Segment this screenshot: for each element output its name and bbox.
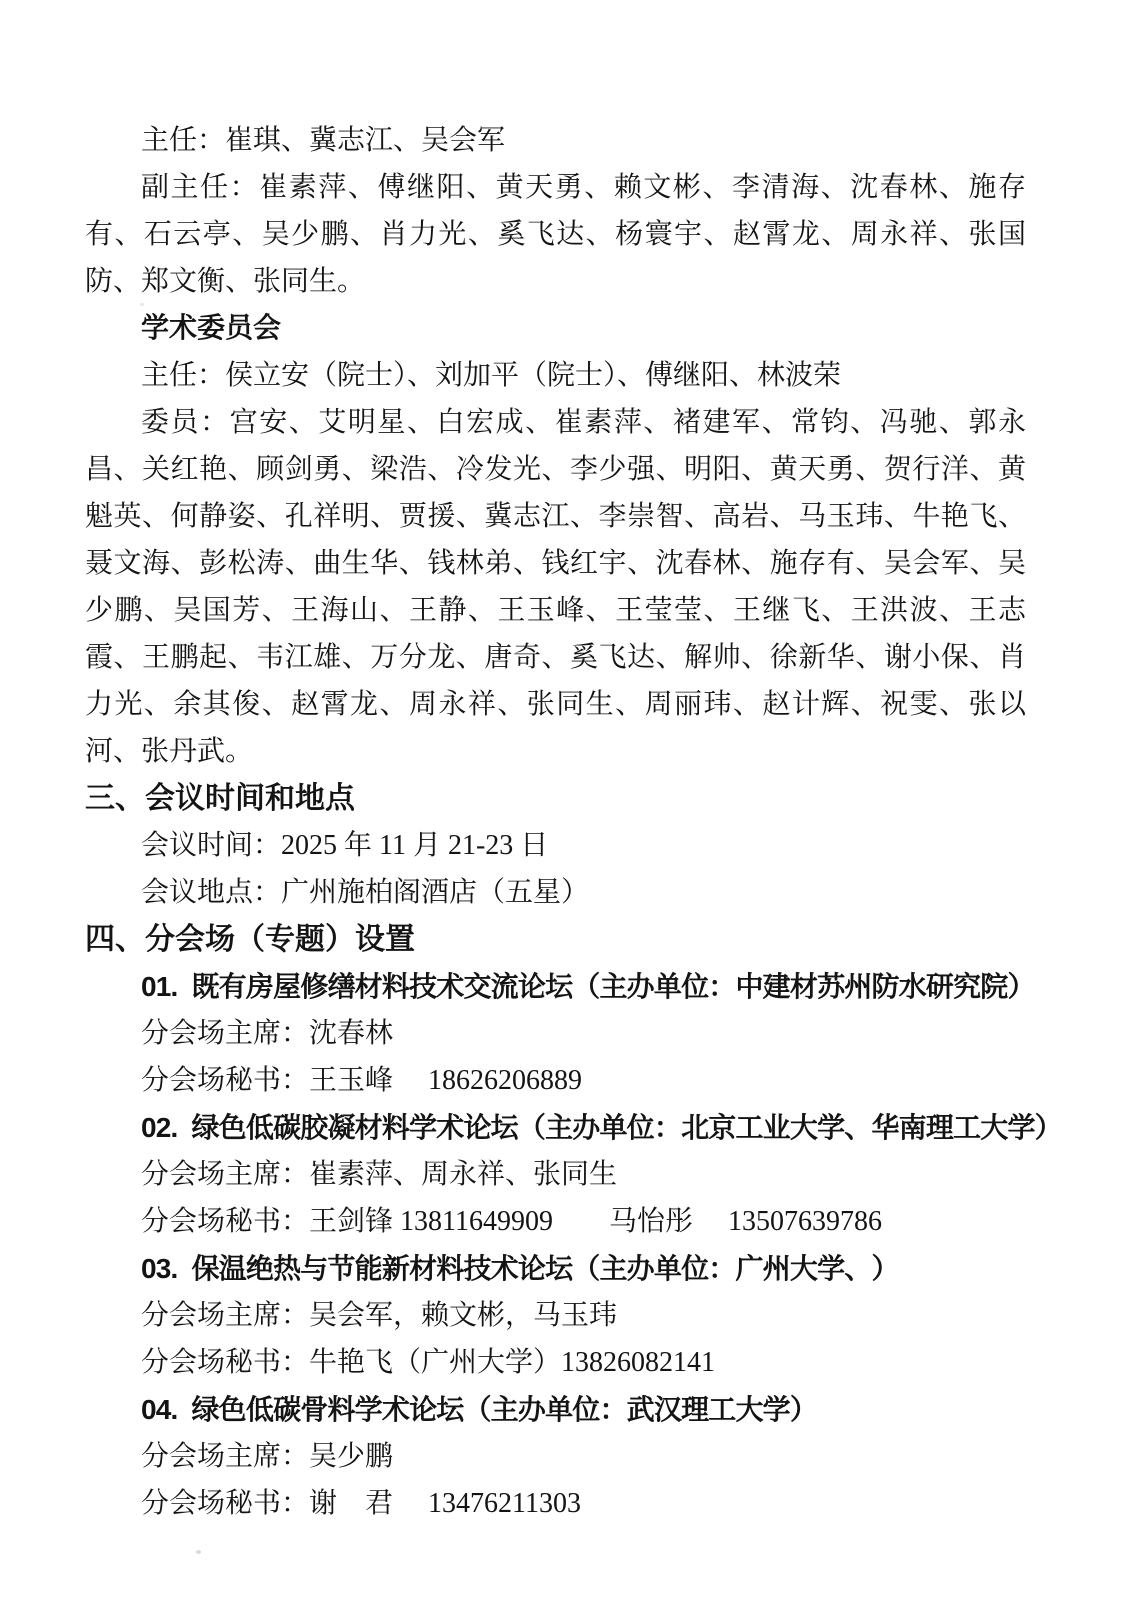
forum-04-chair-line: 分会场主席：吴少鹏 (141, 1441, 394, 1472)
forum-block-04 (85, 1386, 1026, 1527)
scan-speck (196, 1550, 201, 1554)
meeting-place-line: 会议地点：广州施柏阁酒店（五星） (141, 877, 590, 908)
forum-03-chair-line: 分会场主席：吴会军，赖文彬，马玉玮 (141, 1300, 618, 1331)
forum-01-title: 01. 既有房屋修缮材料技术交流论坛（主办单位：中建材苏州防水研究院） (141, 971, 1035, 1002)
academic-committee-members-paragraph: 委员：宫安、艾明星、白宏成、崔素萍、褚建军、常钧、冯驰、郭永昌、关红艳、顾剑勇、梁浩、冷发光、李少强、明阳、黄天勇、贺行洋、黄魁英、何静姿、孔祥明、贾援、冀志江、李崇智、高岩、马玉玮、牛艳飞、聂文海、彭松涛、曲生华、钱林弟、钱红宇、沈春林、施存有、吴会军、吴少鹏、吴国芳、王海山、王静、王玉峰、王莹莹、王继飞、王洪波、王志霞、王鹏起、韦江雄、万分龙、唐奇、奚飞达、解帅、徐新华、谢小保、肖力光、余其俊、赵霄龙、周永祥、张同生、周丽玮、赵计辉、祝雯、张以河、张丹武。 (85, 407, 1026, 767)
forum-02-chair-line: 分会场主席：崔素萍、周永祥、张同生 (141, 1159, 618, 1190)
forum-04-secretary-line: 分会场秘书：谢 君 13476211303 (141, 1488, 581, 1519)
org-committee-deputy-directors-paragraph: 副主任：崔素萍、傅继阳、黄天勇、赖文彬、李清海、沈春林、施存有、石云亭、吴少鹏、肖力光、奚飞达、杨寰宇、赵霄龙、周永祥、张国防、郑文衡、张同生。 (85, 172, 1026, 297)
forum-01-chair-line: 分会场主席：沈春林 (141, 1018, 394, 1049)
academic-committee-title: 学术委员会 (141, 313, 282, 344)
academic-committee-director-line: 主任：侯立安（院士）、刘加平（院士）、傅继阳、林波荣 (141, 360, 842, 391)
forum-block-01 (85, 963, 1035, 1104)
forum-01-secretary-line: 分会场秘书：王玉峰 18626206889 (141, 1065, 583, 1096)
forum-02-title: 02. 绿色低碳胶凝材料学术论坛（主办单位：北京工业大学、华南理工大学） (141, 1112, 1062, 1143)
forum-block-03 (85, 1245, 1026, 1386)
scan-speck (140, 303, 144, 306)
forum-04-title: 04. 绿色低碳骨料学术论坛（主办单位：武汉理工大学） (141, 1394, 818, 1425)
forum-block-02 (85, 1104, 1062, 1245)
forum-02-secretary-line: 分会场秘书：王剑锋 13811649909 马怡彤 13507639786 (141, 1206, 882, 1237)
forum-03-title: 03. 保温绝热与节能新材料技术论坛（主办单位：广州大学、） (141, 1253, 899, 1284)
meeting-time-line: 会议时间：2025 年 11 月 21-23 日 (141, 830, 549, 861)
section-heading-forums: 四、分会场（专题）设置 (85, 923, 415, 956)
section-heading-time-and-place: 三、会议时间和地点 (85, 782, 355, 815)
forum-03-secretary-line: 分会场秘书：牛艳飞（广州大学）13826082141 (141, 1347, 716, 1378)
org-committee-director-line: 主任：崔琪、冀志江、吴会军 (141, 125, 506, 156)
